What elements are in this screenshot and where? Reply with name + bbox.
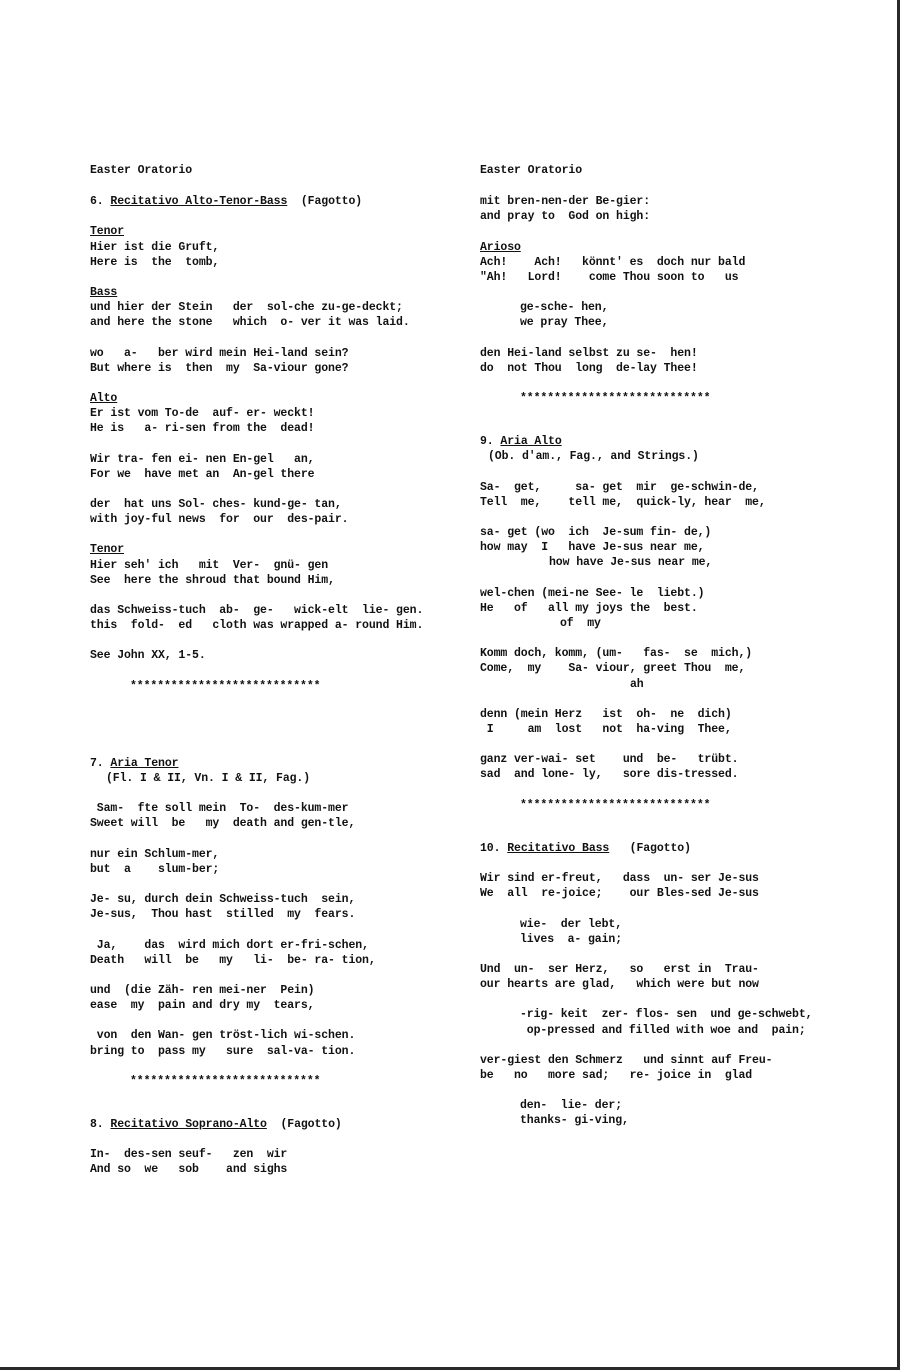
lyric-line-english: with joy-ful news for our des-pair.	[90, 513, 349, 527]
section-10-number: 10.	[480, 841, 501, 855]
lyric-line-german: Ja, das wird mich dort er-fri-schen,	[90, 938, 369, 952]
lyric-line-english: See here the shroud that bound Him,	[90, 573, 335, 587]
section-10-heading	[480, 841, 895, 856]
lyric-line-english: how may I have Je-sus near me,	[480, 541, 705, 555]
section-7-title: Aria Tenor	[110, 756, 179, 770]
lyric-line-german: Sam- fte soll mein To- des-kum-mer	[90, 802, 349, 816]
lyric-line-german: das Schweiss-tuch ab- ge- wick-elt lie- gen.	[90, 604, 424, 618]
lyric-line-german: Sa- get, sa- get mir ge-schwin-de,	[480, 480, 759, 494]
lyric-line-german: Wir sind er-freut, dass un- ser Je-sus	[480, 872, 759, 886]
lyric-line-german: denn (mein Herz ist oh- ne dich)	[480, 707, 732, 721]
lyric-line-german: mit bren-nen-der Be-gier:	[480, 195, 651, 209]
lyric-line-english: bring to pass my sure sal-va- tion.	[90, 1044, 356, 1058]
lyric-line-english: sad and lone- ly, sore dis-tressed.	[480, 768, 739, 782]
left-column	[90, 163, 480, 1178]
section-10-instruments: (Fagotto)	[629, 841, 691, 855]
lyric-line-english: I am lost not ha-ving Thee,	[480, 723, 732, 737]
lyric-line-english: Sweet will be my death and gen-tle,	[90, 817, 356, 831]
section-7-heading	[90, 756, 480, 771]
lyric-line-german: nur ein Schlum-mer,	[90, 847, 220, 861]
lyric-line-english: He of all my joys the best.	[480, 601, 698, 615]
section-9-instruments: (Ob. d'am., Fag., and Strings.)	[488, 450, 699, 464]
lyric-line-english: op-pressed and filled with woe and pain;	[520, 1023, 806, 1037]
lyric-line-german: ge-sche- hen,	[520, 301, 609, 315]
lyric-line-german: und hier der Stein der sol-che zu-ge-deckt;	[90, 301, 403, 315]
right-column	[480, 163, 895, 1129]
lyric-line-english: lives a- gain;	[520, 932, 623, 946]
section-8-number: 8.	[90, 1117, 104, 1131]
lyric-line-english: and here the stone which o- ver it was laid.	[90, 316, 410, 330]
section-6-title: Recitativo Alto-Tenor-Bass	[110, 195, 288, 209]
lyric-line-english: And so we sob and sighs	[90, 1163, 288, 1177]
voice-label-tenor: Tenor	[90, 225, 125, 239]
lyric-line-english: For we have met an An-gel there	[90, 467, 315, 481]
section-8-title: Recitativo Soprano-Alto	[110, 1117, 267, 1131]
lyric-line-german: wo a- ber wird mein Hei-land sein?	[90, 346, 349, 360]
section-divider: ****************************	[130, 1074, 321, 1088]
lyric-line-german: und (die Zäh- ren mei-ner Pein)	[90, 983, 315, 997]
section-7-number: 7.	[90, 756, 104, 770]
lyric-line-english: be no more sad; re- joice in glad	[480, 1068, 753, 1082]
section-divider: ****************************	[130, 679, 321, 693]
lyric-line-german: Hier ist die Gruft,	[90, 240, 220, 254]
lyric-line-english: how have Je-sus near me,	[549, 556, 713, 570]
lyric-line-english: We all re-joice; our Bles-sed Je-sus	[480, 887, 759, 901]
lyric-line-german: ganz ver-wai- set und be- trübt.	[480, 753, 739, 767]
lyric-line-english: He is a- ri-sen from the dead!	[90, 422, 315, 436]
lyric-line-german: Komm doch, komm, (um- fas- se mich,)	[480, 647, 753, 661]
section-6-heading	[90, 194, 480, 209]
lyric-line-german: wie- der lebt,	[520, 917, 623, 931]
lyric-line-german: Je- su, durch dein Schweiss-tuch sein,	[90, 893, 356, 907]
lyric-line-english: and pray to God on high:	[480, 210, 651, 224]
lyric-line-german: Und un- ser Herz, so erst in Trau-	[480, 962, 759, 976]
voice-label-tenor: Tenor	[90, 543, 125, 557]
lyric-line-english: this fold- ed cloth was wrapped a- round Him.	[90, 619, 424, 633]
section-6-instruments: (Fagotto)	[300, 195, 363, 209]
lyric-line-german: ver-giest den Schmerz und sinnt auf Freu-	[480, 1053, 773, 1067]
lyric-line-german: von den Wan- gen tröst-lich wi-schen.	[90, 1029, 356, 1043]
lyric-line-german: den- lie- der;	[520, 1099, 623, 1113]
lyric-line-english: thanks- gi-ving,	[520, 1114, 629, 1128]
lyric-line-german: der hat uns Sol- ches- kund-ge- tan,	[90, 498, 342, 512]
lyric-line-german: Ach! Ach! könnt' es doch nur bald	[480, 255, 746, 269]
lyric-line-english: ease my pain and dry my tears,	[90, 999, 315, 1013]
running-header-right: Easter Oratorio	[480, 164, 583, 177]
voice-label-arioso: Arioso	[480, 240, 521, 254]
section-8-instruments: (Fagotto)	[280, 1117, 342, 1131]
section-9-number: 9.	[480, 435, 494, 449]
voice-label-alto: Alto	[90, 392, 118, 406]
lyric-line-english: Tell me, tell me, quick-ly, hear me,	[480, 495, 766, 509]
voice-label-bass: Bass	[90, 286, 118, 300]
lyric-line-english: "Ah! Lord! come Thou soon to us	[480, 271, 739, 285]
section-divider: ****************************	[520, 798, 711, 812]
lyric-line-german: wel-chen (mei-ne See- le liebt.)	[480, 586, 705, 600]
lyric-line-english: But where is then my Sa-viour gone?	[90, 361, 349, 375]
lyric-line-english: Here is the tomb,	[90, 255, 220, 269]
lyric-line-german: sa- get (wo ich Je-sum fin- de,)	[480, 526, 712, 540]
section-7-instruments: (Fl. I & II, Vn. I & II, Fag.)	[106, 772, 311, 786]
lyric-line-english: our hearts are glad, which were but now	[480, 978, 759, 992]
section-6-number: 6.	[90, 195, 104, 209]
lyric-line-german: den Hei-land selbst zu se- hen!	[480, 346, 698, 360]
section-10-title: Recitativo Bass	[507, 841, 610, 855]
lyric-line-german: -rig- keit zer- flos- sen und ge-schwebt,	[520, 1008, 813, 1022]
lyric-line-english: Je-sus, Thou hast stilled my fears.	[90, 908, 356, 922]
lyric-line-german: Wir tra- fen ei- nen En-gel an,	[90, 452, 315, 466]
lyric-line-english: ah	[630, 677, 644, 691]
section-divider: ****************************	[520, 392, 711, 406]
section-9-heading	[480, 434, 895, 449]
lyric-line-german: Hier seh' ich mit Ver- gnü- gen	[90, 558, 329, 572]
lyric-line-english: we pray Thee,	[520, 316, 609, 330]
lyric-line-english: Death will be my li- be- ra- tion,	[90, 953, 376, 967]
lyric-line-english: of my	[560, 617, 601, 631]
lyric-line-english: but a slum-ber;	[90, 862, 220, 876]
running-header-left: Easter Oratorio	[90, 164, 193, 177]
lyric-line-german: Er ist vom To-de auf- er- weckt!	[90, 407, 315, 421]
lyric-line-english: do not Thou long de-lay Thee!	[480, 361, 698, 375]
section-9-title: Aria Alto	[500, 435, 562, 449]
section-8-heading	[90, 1117, 480, 1132]
scripture-reference: See John XX, 1-5.	[90, 649, 206, 663]
lyric-line-german: In- des-sen seuf- zen wir	[90, 1148, 288, 1162]
lyric-line-english: Come, my Sa- viour, greet Thou me,	[480, 662, 746, 676]
